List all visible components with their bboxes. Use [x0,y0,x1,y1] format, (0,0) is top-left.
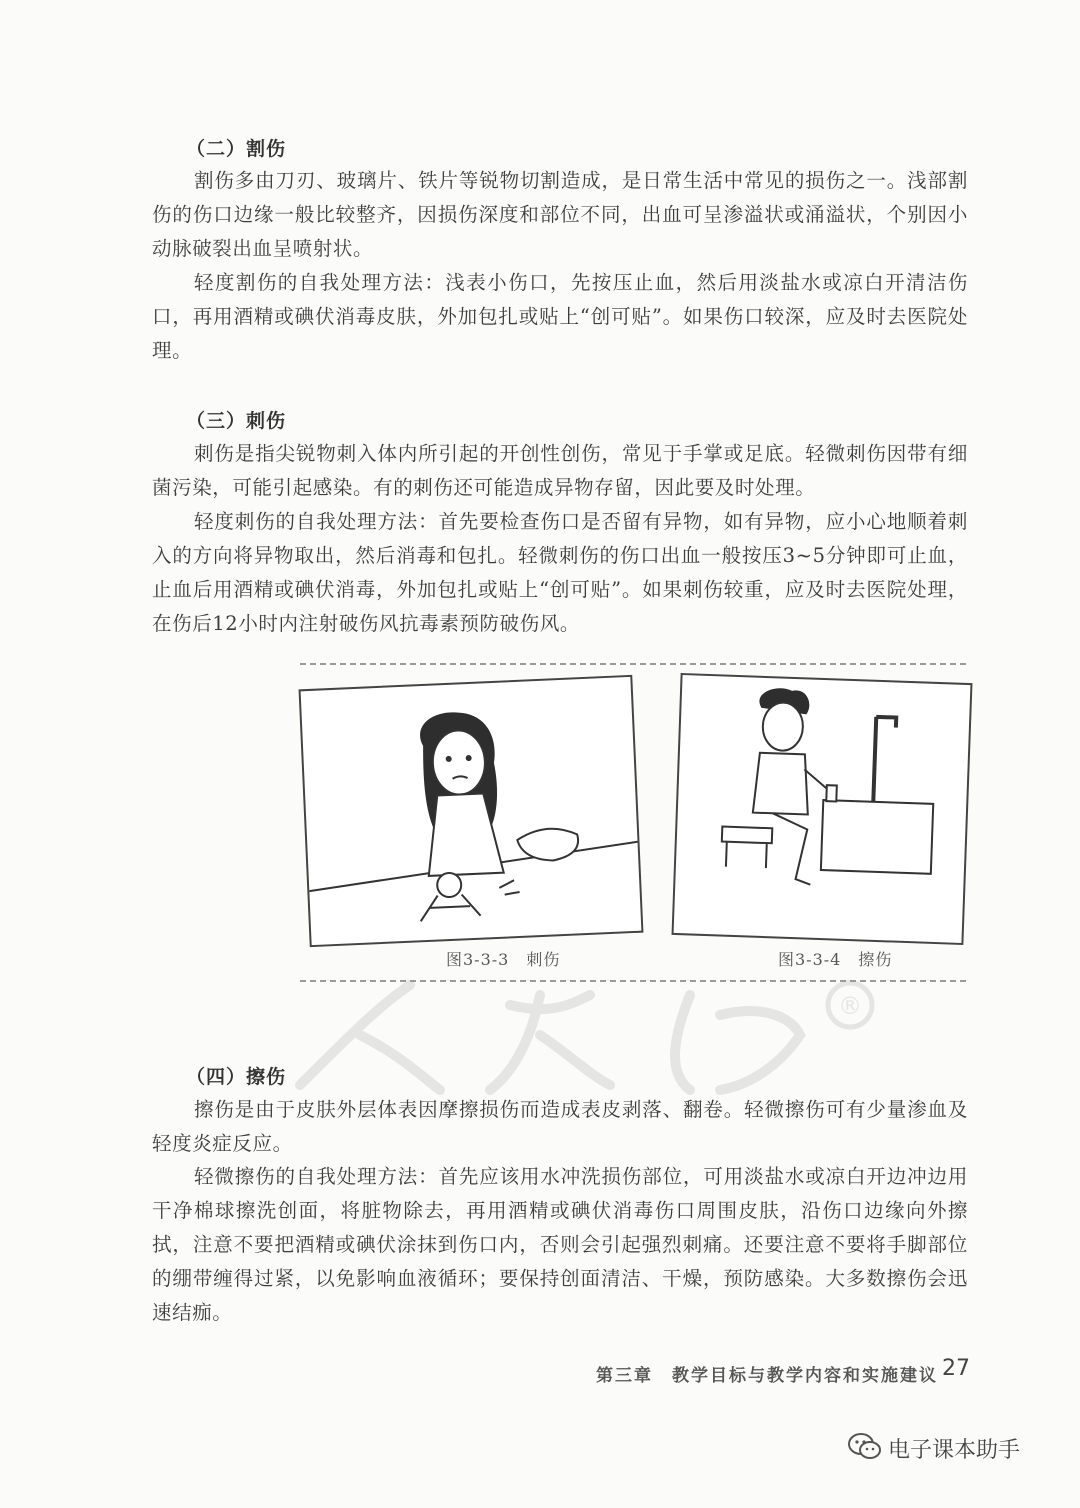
boy-illustration [674,675,971,943]
figure-puncture-illustration [299,675,644,947]
paragraph-abrasion-description: 擦伤是由于皮肤外层体表因摩擦损伤而造成表皮剥落、翻卷。轻微擦伤可有少量渗血及轻度炎症反应。 [152,1098,968,1155]
page-number: 27 [942,1356,970,1381]
figure-caption-puncture: 图3-3-3 刺伤 [446,950,561,969]
paragraph-cut-treatment: 轻度割伤的自我处理方法：浅表小伤口，先按压止血，然后用淡盐水或凉白开清洁伤口，再用酒精或碘伏消毒皮肤，外加包扎或贴上“创可贴”。如果伤口较深，应及时去医院处理。 [152,271,968,362]
wechat-icon [848,1432,882,1462]
publisher-watermark [290,975,890,1095]
watermark-label: 电子课本助手 [888,1438,1021,1463]
svg-text:®: ® [838,992,862,1020]
figure-abrasion-illustration [672,673,973,945]
paragraph-cut-description: 割伤多由刀刃、玻璃片、铁片等锐物切割造成，是日常生活中常见的损伤之一。浅部割伤的伤口边缘一般比较整齐，因损伤深度和部位不同，出血可呈渗溢状或涌溢状，个别因小动脉破裂出血呈喷射状。 [152,169,968,260]
chapter-footer: 第三章 教学目标与教学内容和实施建议 [596,1366,938,1386]
paragraph-puncture-treatment: 轻度刺伤的自我处理方法：首先要检查伤口是否留有异物，如有异物，应小心地顺着刺入的方向将异物取出，然后消毒和包扎。轻微刺伤的伤口出血一般按压3~5分钟即可止血，止血后用酒精或碘伏消毒，外加包扎或贴上“创可贴”。如果刺伤较重，应及时去医院处理，在伤后12小时内注射破伤风抗毒素预防破伤风。 [152,510,968,635]
paragraph-puncture-description: 刺伤是指尖锐物刺入体内所引起的开创性创伤，常见于手掌或足底。轻微刺伤因带有细菌污染，可能引起感染。有的刺伤还可能造成异物存留，因此要及时处理。 [152,442,968,499]
section-heading-abrasion: （四）擦伤 [186,1066,287,1088]
figure-caption-abrasion: 图3-3-4 擦伤 [778,950,893,969]
section-heading-cut: （二）割伤 [186,138,287,160]
section-heading-puncture: （三）刺伤 [186,410,287,432]
figure-top-divider [300,663,966,665]
girl-illustration [301,677,642,945]
figure-bottom-divider [300,980,966,982]
paragraph-abrasion-treatment: 轻微擦伤的自我处理方法：首先应该用水冲洗损伤部位，可用淡盐水或凉白开边冲边用干净棉球擦洗创面，将脏物除去，再用酒精或碘伏消毒伤口周围皮肤，沿伤口边缘向外擦拭，注意不要把酒精或碘伏涂抹到伤口内，否则会引起强烈刺痛。还要注意不要将手脚部位的绷带缠得过紧，以免影响血液循环；要保持创面清洁、干燥，预防感染。大多数擦伤会迅速结痂。 [152,1165,968,1324]
